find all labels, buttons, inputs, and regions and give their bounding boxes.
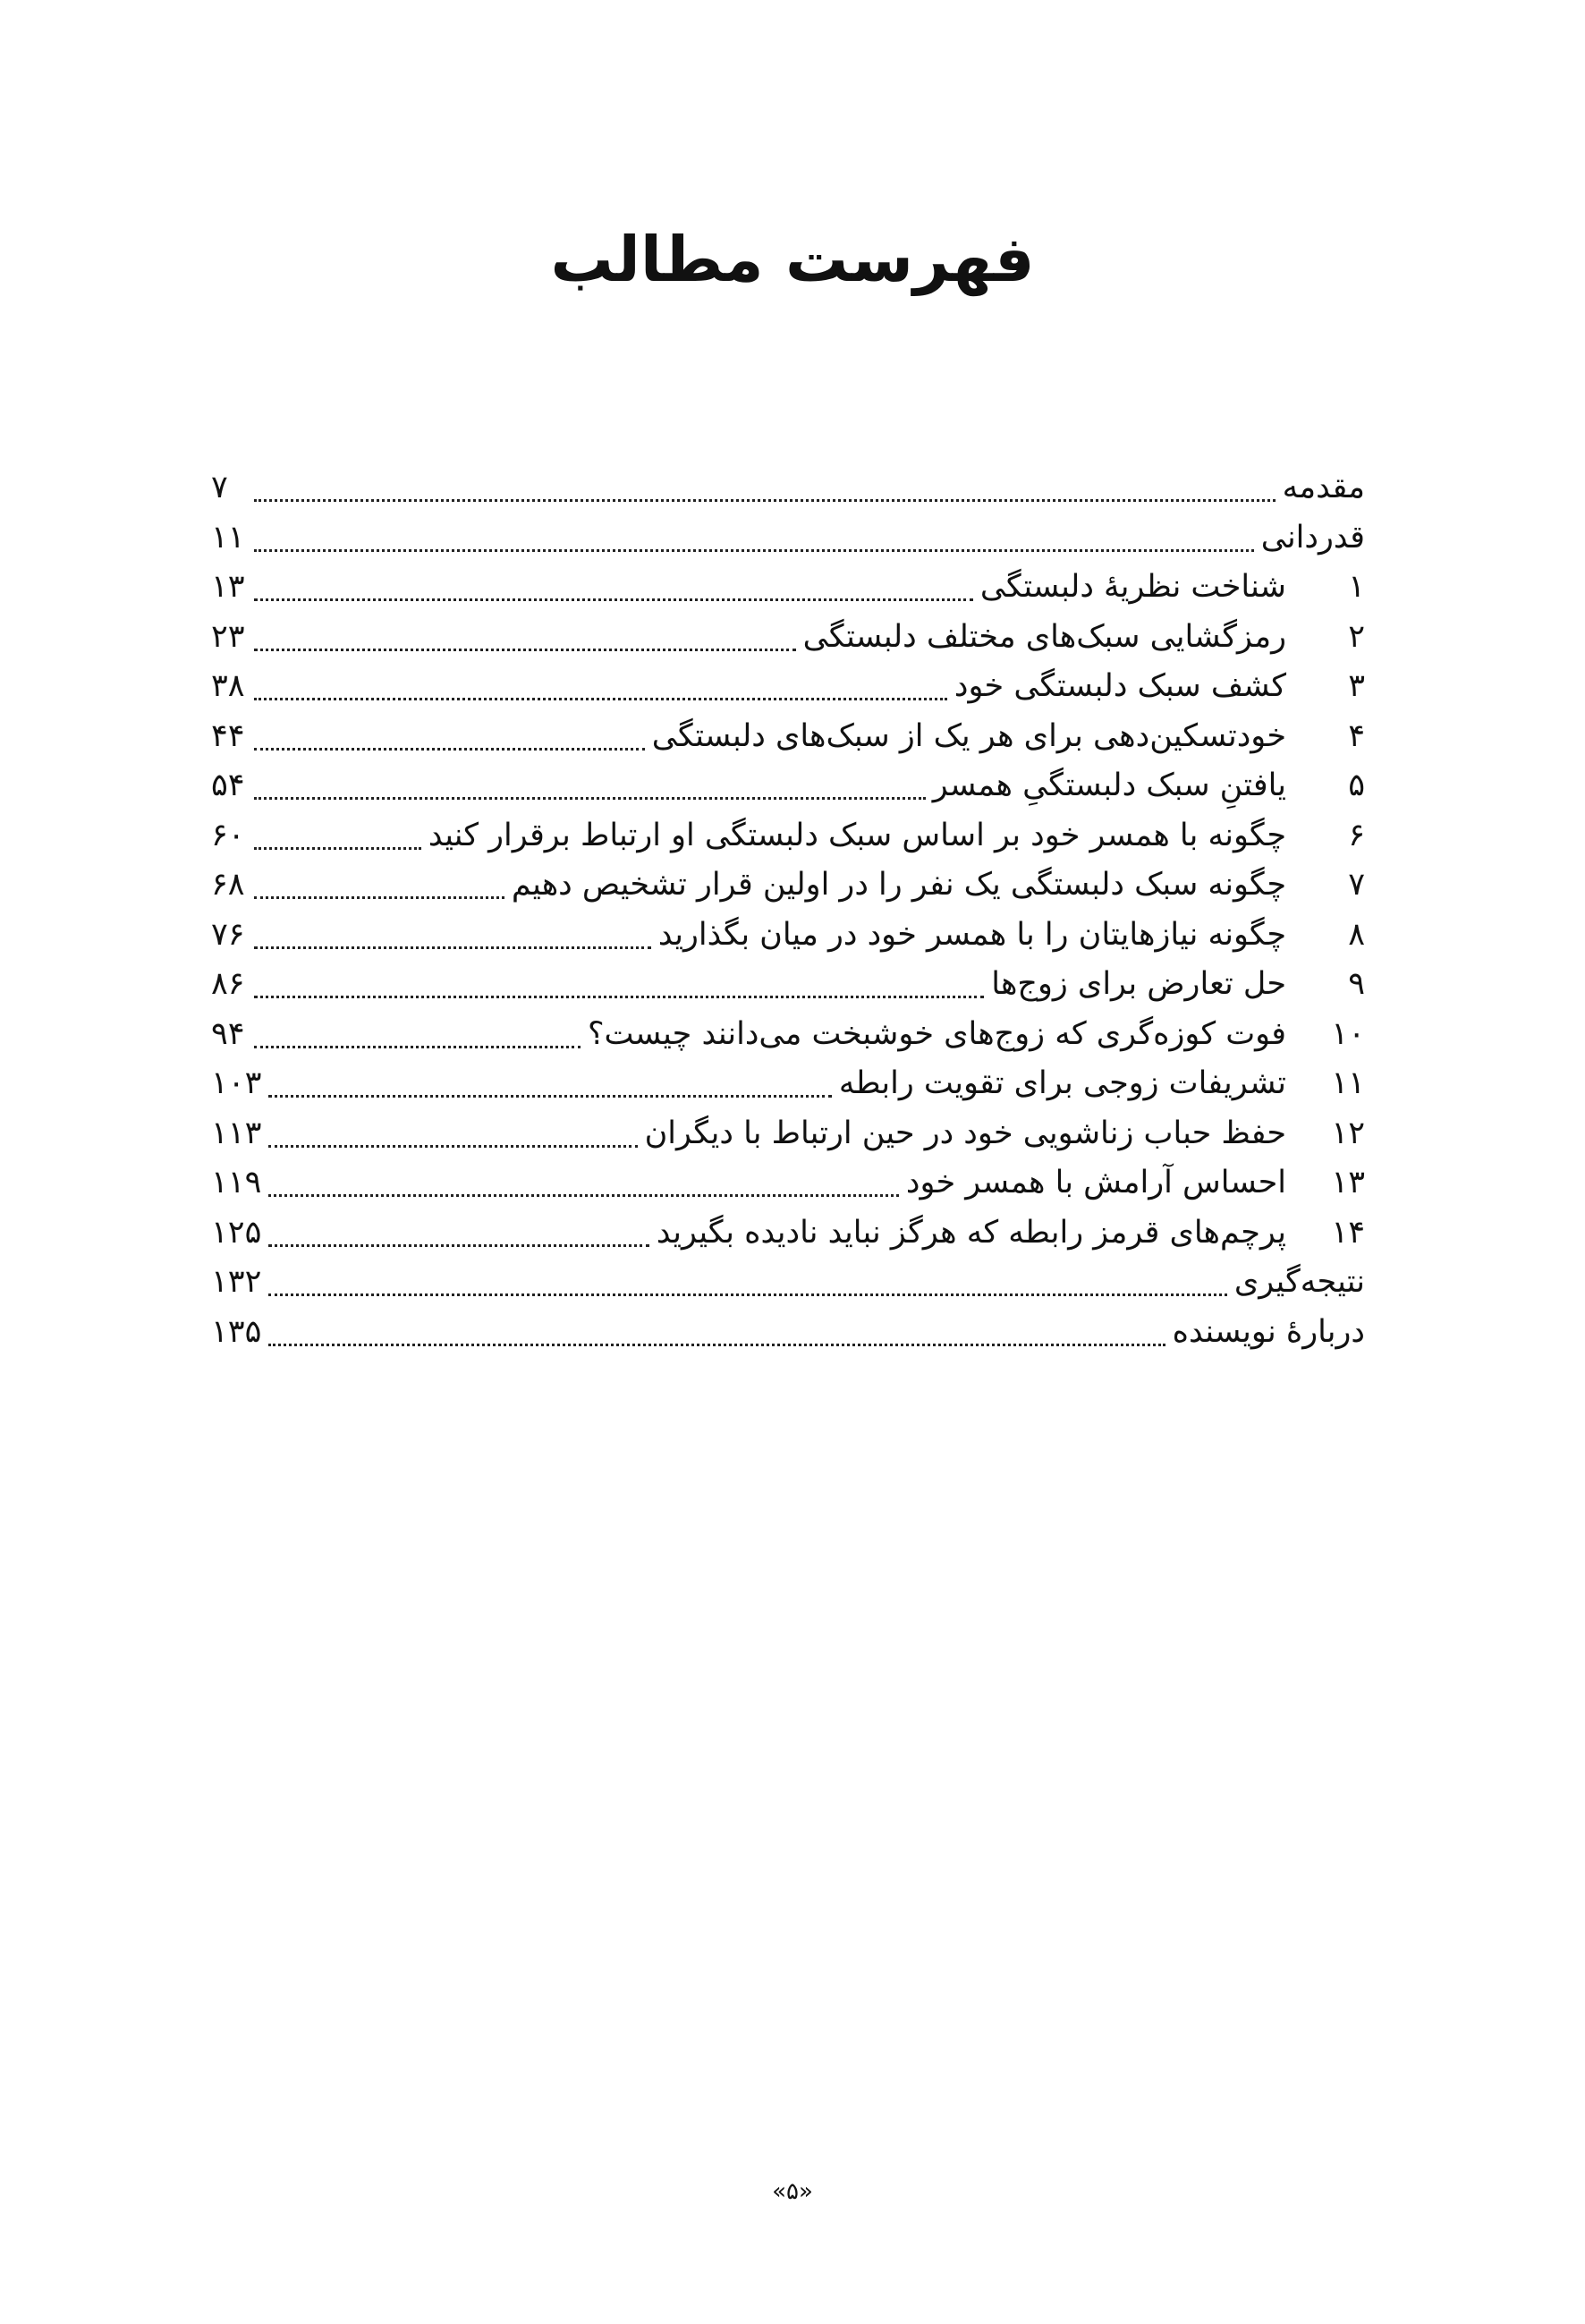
toc-dot-leader	[254, 896, 504, 899]
toc-entry	[211, 960, 1365, 1010]
toc-entry-page: ۱۱	[211, 519, 245, 556]
toc-entry	[211, 1308, 1365, 1358]
toc-entry-page: ۷	[211, 470, 228, 505]
toc-dot-leader	[254, 598, 973, 601]
toc-entry	[211, 613, 1365, 663]
toc-entry-title: فوت کوزه‌گری که زوج‌های خوشبخت می‌دانند چیست؟	[587, 1015, 1286, 1052]
toc-entry-title: مقدمه	[1282, 470, 1365, 505]
toc-dot-leader	[268, 1095, 831, 1098]
toc-entry-title: چگونه نیازهایتان را با همسر خود در میان بگذارید	[657, 916, 1286, 953]
toc-entry-title: یافتنِ سبک دلبستگیِ همسر	[932, 768, 1286, 803]
toc-entry-page: ۱۳	[211, 569, 245, 605]
toc-dot-leader	[268, 1145, 637, 1148]
toc-dot-leader	[268, 1344, 1165, 1346]
toc-entry-page: ۱۳۲	[211, 1264, 262, 1300]
toc-entry-number: ۱۳	[1331, 1165, 1365, 1200]
toc-entry-number: ۹	[1348, 966, 1365, 1002]
toc-entry-page: ۷۶	[211, 916, 245, 953]
toc-entry-page: ۴۴	[211, 717, 245, 754]
toc-entry-number: ۱	[1348, 569, 1365, 605]
toc-entry	[211, 1059, 1365, 1109]
toc-entry-page: ۱۰۳	[211, 1065, 262, 1101]
toc-entry-title: چگونه با همسر خود بر اساس سبک دلبستگی او ارتباط برقرار کنید	[428, 817, 1286, 853]
toc-entry-number: ۲	[1348, 618, 1365, 655]
toc-entry	[211, 1109, 1365, 1159]
toc-entry-title: شناخت نظریهٔ دلبستگی	[979, 569, 1286, 605]
toc-entry-page: ۹۴	[211, 1015, 245, 1052]
toc-dot-leader	[254, 797, 926, 800]
toc-entry	[211, 712, 1365, 762]
toc-entry	[211, 662, 1365, 712]
page-number: «۵»	[772, 2178, 813, 2205]
toc-entry-title: تشریفات زوجی برای تقویت رابطه	[838, 1065, 1286, 1101]
toc-entry	[211, 563, 1365, 613]
toc-entry-number: ۸	[1348, 916, 1365, 953]
toc-entry-number: ۷	[1348, 867, 1365, 903]
toc-entry-title: قدردانی	[1260, 519, 1365, 556]
toc-entry	[211, 1258, 1365, 1308]
toc-entry-page: ۸۶	[211, 966, 245, 1002]
toc-entry-number: ۱۱	[1331, 1065, 1365, 1101]
toc-entry	[211, 513, 1365, 564]
toc-entry-number: ۱۰	[1331, 1015, 1365, 1052]
toc-entry	[211, 1158, 1365, 1209]
toc-entry-title: حفظ حباب زناشویی خود در حین ارتباط با دیگران	[644, 1115, 1286, 1151]
toc-entry-title: حل تعارض برای زوج‌ها	[991, 966, 1286, 1002]
toc-entry-page: ۱۲۵	[211, 1214, 262, 1251]
toc-entry-number: ۶	[1348, 817, 1365, 853]
toc-entry	[211, 1010, 1365, 1060]
toc-entry-page: ۲۳	[211, 618, 245, 655]
toc-dot-leader	[254, 946, 651, 949]
toc-dot-leader	[254, 698, 947, 700]
toc-dot-leader	[254, 847, 421, 850]
toc-entry-number: ۱۴	[1331, 1214, 1365, 1251]
toc-dot-leader	[254, 748, 645, 751]
toc-entry-page: ۶۸	[211, 867, 245, 903]
toc-entry	[211, 463, 1365, 513]
toc-dot-leader	[268, 1244, 649, 1247]
toc-entry-title: خودتسکین‌دهی برای هر یک از سبک‌های دلبستگی	[651, 717, 1286, 754]
toc-entry-title: پرچم‌های قرمز رابطه که هرگز نباید نادیده بگیرید	[656, 1214, 1286, 1251]
toc-entry-title: نتیجه‌گیری	[1233, 1264, 1365, 1300]
toc-entry	[211, 811, 1365, 861]
toc-dot-leader	[254, 1046, 581, 1048]
toc-entry-page: ۶۰	[211, 817, 245, 853]
toc-entry-title: دربارهٔ نویسنده	[1172, 1313, 1365, 1350]
toc-entry-number: ۱۲	[1331, 1115, 1365, 1151]
toc-entry-page: ۱۱۹	[211, 1165, 262, 1200]
toc-entry-title: احساس آرامش با همسر خود	[905, 1165, 1286, 1200]
toc-dot-leader	[254, 996, 984, 998]
toc-entry	[211, 1209, 1365, 1259]
toc-entry	[211, 761, 1365, 811]
toc-entry-number: ۵	[1348, 768, 1365, 803]
toc-entry	[211, 861, 1365, 911]
toc-entry-page: ۱۳۵	[211, 1313, 262, 1350]
toc-entry-number: ۴	[1348, 717, 1365, 754]
toc-dot-leader	[268, 1293, 1226, 1296]
toc-entry-title: رمزگشایی سبک‌های مختلف دلبستگی	[802, 618, 1286, 655]
toc-dot-leader	[254, 549, 1254, 552]
toc-entry-page: ۳۸	[211, 668, 245, 704]
toc-entry-page: ۱۱۳	[211, 1115, 262, 1151]
toc-entry-number: ۳	[1348, 668, 1365, 704]
toc-entry-title: کشف سبک دلبستگی خود	[954, 668, 1286, 704]
toc-entry-page: ۵۴	[211, 768, 245, 803]
toc-dot-leader	[268, 1194, 898, 1197]
toc-dot-leader	[254, 499, 1276, 502]
toc-dot-leader	[254, 649, 796, 651]
toc-entry-title: چگونه سبک دلبستگی یک نفر را در اولین قرار تشخیص دهیم	[511, 867, 1286, 903]
table-of-contents	[211, 463, 1365, 1357]
page-title: فهرست مطالب	[550, 223, 1035, 296]
toc-entry	[211, 911, 1365, 961]
